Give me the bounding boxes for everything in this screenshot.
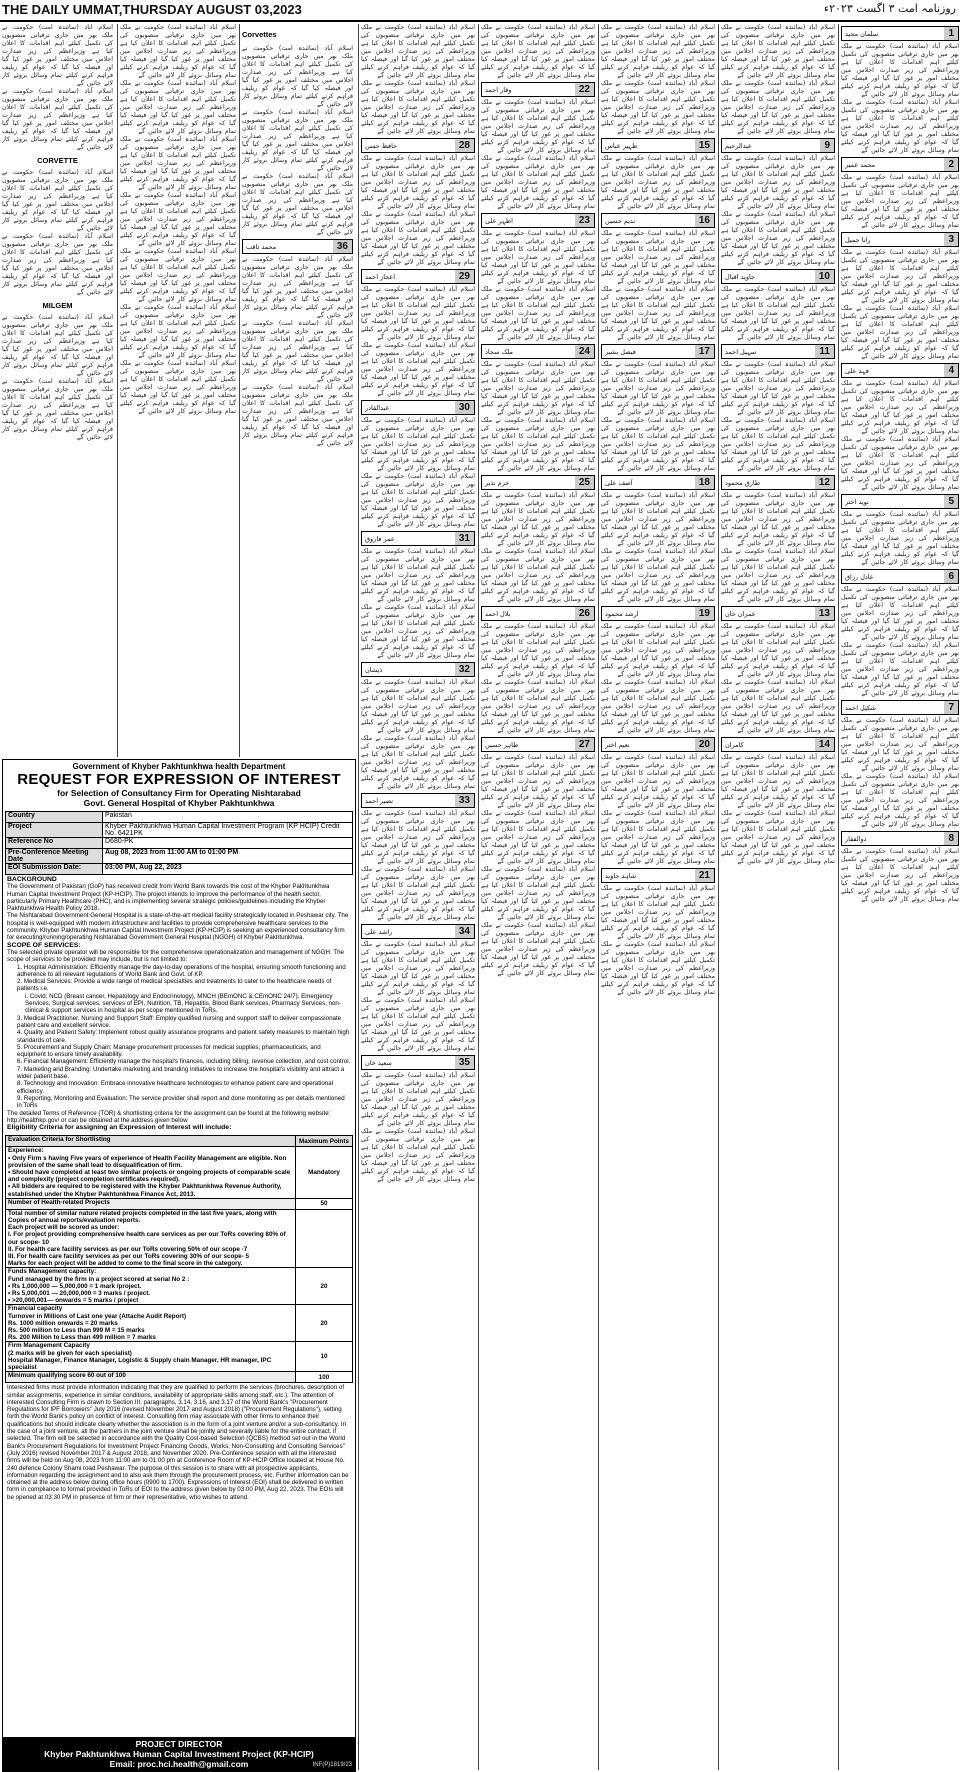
news-text: اسلام آباد (نمائندہ امت) حکومت نے ملک بھر میں جاری ترقیاتی منصوبوں کی تکمیل کیلئے اہم اقدامات کا اعلان کیا ہے وزیراعظم کی زیر صدارت اجلاس میں مختلف امور پر غور کیا گیا اور فیصلہ کیا گیا کہ عوام کو ریلیف فراہم کرنے کیلئے تمام وسائل بروئے کار لائے جائیں گے [361,735,475,790]
news-text: اسلام آباد (نمائندہ امت) حکومت نے ملک بھر میں جاری ترقیاتی منصوبوں کی تکمیل کیلئے اہم اقدامات کا اعلان کیا ہے وزیراعظم کی زیر صدارت اجلاس میں مختلف امور پر غور کیا گیا اور فیصلہ کیا گیا کہ عوام کو ریلیف فراہم کرنے کیلئے تمام وسائل بروئے کار لائے جائیں گے [361,342,475,397]
news-text: اسلام آباد (نمائندہ امت) حکومت نے ملک بھر میں جاری ترقیاتی منصوبوں کی تکمیل کیلئے اہم اقدامات کا اعلان کیا ہے وزیراعظم کی زیر صدارت اجلاس میں مختلف امور پر غور کیا گیا اور فیصلہ کیا گیا کہ عوام کو ریلیف فراہم کرنے کیلئے تمام وسائل بروئے کار لائے جائیں گے [361,604,475,659]
table-row [6,1147,353,1198]
text: 29 [455,270,474,283]
news-column-e [478,24,597,1770]
text: 16 [695,214,714,227]
news-text: اسلام آباد (نمائندہ امت) حکومت نے ملک بھر میں جاری ترقیاتی منصوبوں کی تکمیل کیلئے اہم اقدامات کا اعلان کیا ہے وزیراعظم کی زیر صدارت اجلاس میں مختلف امور پر غور کیا گیا اور فیصلہ کیا گیا کہ عوام کو ریلیف فراہم کرنے کیلئے تمام وسائل بروئے کار لائے جائیں گے [2,314,113,377]
news-text: اسلام آباد (نمائندہ امت) حکومت نے ملک بھر میں جاری ترقیاتی منصوبوں کی تکمیل کیلئے اہم اقدامات کا اعلان کیا ہے وزیراعظم کی زیر صدارت اجلاس میں مختلف امور پر غور کیا گیا اور فیصلہ کیا گیا کہ عوام کو ریلیف فراہم کرنے کیلئے تمام وسائل بروئے کار لائے جائیں گے [481,361,595,416]
news-text: اسلام آباد (نمائندہ امت) حکومت نے ملک بھر میں جاری ترقیاتی منصوبوں کی تکمیل کیلئے اہم اقدامات کا اعلان کیا ہے وزیراعظم کی زیر صدارت اجلاس میں مختلف امور پر غور کیا گیا اور فیصلہ کیا گیا کہ عوام کو ریلیف فراہم کرنے کیلئے تمام وسائل بروئے کار لائے جائیں گے [361,286,475,341]
table-row [6,823,353,838]
text: i. Covid, NCD (Breast cancer, Hepatology and Endocrinology), MNCH (BEmONC & CEmONC 24/7), Emergency Services, Surgical services, services of EPI, Nutrition, TB, Hepatitis, Blood Bank services, Pharmacy Services, non-clinical & support services in hospital as per scope mentioned in ToRs. [25,992,341,1015]
text: 17 [695,345,714,358]
news-text: اسلام آباد (نمائندہ امت) حکومت نے ملک بھر میں جاری ترقیاتی منصوبوں کی تکمیل کیلئے اہم اقدامات کا اعلان کیا ہے وزیراعظم کی زیر صدارت اجلاس میں مختلف امور پر غور کیا گیا اور فیصلہ کیا گیا کہ عوام کو ریلیف فراہم کرنے کیلئے تمام وسائل بروئے کار لائے جائیں گے [361,80,475,135]
news-text: اسلام آباد (نمائندہ امت) حکومت نے ملک بھر میں جاری ترقیاتی منصوبوں کی تکمیل کیلئے اہم اقدامات کا اعلان کیا ہے وزیراعظم کی زیر صدارت اجلاس میں مختلف امور پر غور کیا گیا اور فیصلہ کیا گیا کہ عوام کو ریلیف فراہم کرنے کیلئے تمام وسائل بروئے کار لائے جائیں گے [601,623,715,678]
table-row [6,1305,353,1342]
name-box [841,831,959,846]
news-text: اسلام آباد (نمائندہ امت) حکومت نے ملک بھر میں جاری ترقیاتی منصوبوں کی تکمیل کیلئے اہم اقدامات کا اعلان کیا ہے وزیراعظم کی زیر صدارت اجلاس میں مختلف امور پر غور کیا گیا اور فیصلہ کیا گیا کہ عوام کو ریلیف فراہم کرنے کیلئے تمام وسائل بروئے کار لائے جائیں گے [361,866,475,921]
news-text: اسلام آباد (نمائندہ امت) حکومت نے ملک بھر میں جاری ترقیاتی منصوبوں کی تکمیل کیلئے اہم اقدامات کا اعلان کیا ہے وزیراعظم کی زیر صدارت اجلاس میں مختلف امور پر غور کیا گیا اور فیصلہ کیا گیا کہ عوام کو ریلیف فراہم کرنے کیلئے تمام وسائل بروئے کار لائے جائیں گے [481,922,595,977]
news-text: اسلام آباد (نمائندہ امت) حکومت نے ملک بھر میں جاری ترقیاتی منصوبوں کی تکمیل کیلئے اہم اقدامات کا اعلان کیا ہے وزیراعظم کی زیر صدارت اجلاس میں مختلف امور پر غور کیا گیا اور فیصلہ کیا گیا کہ عوام کو ریلیف فراہم کرنے کیلئے تمام وسائل بروئے کار لائے جائیں گے [120,24,236,79]
news-text: اسلام آباد (نمائندہ امت) حکومت نے ملک بھر میں جاری ترقیاتی منصوبوں کی تکمیل کیلئے اہم اقدامات کا اعلان کیا ہے وزیراعظم کی زیر صدارت اجلاس میں مختلف امور پر غور کیا گیا اور فیصلہ کیا گیا کہ عوام کو ریلیف فراہم کرنے کیلئے تمام وسائل بروئے کار لائے جائیں گے [721,80,835,135]
ad-inf-code: INF(P)1819/23 [312,1762,352,1768]
name-box [361,531,475,546]
news-text: اسلام آباد (نمائندہ امت) حکومت نے ملک بھر میں جاری ترقیاتی منصوبوں کی تکمیل کیلئے اہم اقدامات کا اعلان کیا ہے وزیراعظم کی زیر صدارت اجلاس میں مختلف امور پر غور کیا گیا اور فیصلہ کیا گیا کہ عوام کو ریلیف فراہم کرنے کیلئے تمام وسائل بروئے کار لائے جائیں گے [361,810,475,865]
news-text: اسلام آباد (نمائندہ امت) حکومت نے ملک بھر میں جاری ترقیاتی منصوبوں کی تکمیل کیلئے اہم اقدامات کا اعلان کیا ہے وزیراعظم کی زیر صدارت اجلاس میں مختلف امور پر غور کیا گیا اور فیصلہ کیا گیا کہ عوام کو ریلیف فراہم کرنے کیلئے تمام وسائل بروئے کار لائے جائیں گے [2,378,113,441]
news-text: اسلام آباد (نمائندہ امت) حکومت نے ملک بھر میں جاری ترقیاتی منصوبوں کی تکمیل کیلئے اہم اقدامات کا اعلان کیا ہے وزیراعظم کی زیر صدارت اجلاس میں مختلف امور پر غور کیا گیا اور فیصلہ کیا گیا کہ عوام کو ریلیف فراہم کرنے کیلئے تمام وسائل بروئے کار لائے جائیں گے [601,417,715,472]
text: 8 [944,832,958,845]
keyword-corvettes: Corvettes [242,30,277,39]
text: 22 [575,83,594,96]
text: 6. Financial Management: Efficiently manage the hospital's finances, including billing, revenue collection, and cost control. [17,1058,351,1066]
text: Funds Management capacity: Fund managed by the firm in a project scored at serial No 2 : • Rs 1,000,000 — 5,000,000 = 1 mark /project. • Rs 5,000,001 — 20,000,000 = 3 marks / project. • >20,000,001— onwards = 5 marks / project [6,1268,296,1305]
keyword-corvette: CORVETTE [37,156,78,165]
news-text: اسلام آباد (نمائندہ امت) حکومت نے ملک بھر میں جاری ترقیاتی منصوبوں کی تکمیل کیلئے اہم اقدامات کا اعلان کیا ہے وزیراعظم کی زیر صدارت اجلاس میں مختلف امور پر غور کیا گیا اور فیصلہ کیا گیا کہ عوام کو ریلیف فراہم کرنے کیلئے تمام وسائل بروئے کار لائے جائیں گے [481,548,595,603]
text: 2. Medical Services: Provide a wide range of medical specialties and treatments to cater to the healthcare needs of patients i.e. [17,978,332,993]
text: 7 [944,701,958,714]
news-text: اسلام آباد (نمائندہ امت) حکومت نے ملک بھر میں جاری ترقیاتی منصوبوں کی تکمیل کیلئے اہم اقدامات کا اعلان کیا ہے وزیراعظم کی زیر صدارت اجلاس میں مختلف امور پر غور کیا گیا اور فیصلہ کیا گیا کہ عوام کو ریلیف فراہم کرنے کیلئے تمام وسائل بروئے کار لائے جائیں گے [601,810,715,865]
name-box [601,606,715,621]
text: 15 [695,139,714,152]
name-box [361,269,475,284]
evaluation-criteria-table [5,1135,353,1383]
name-box [481,344,595,359]
text: BACKGROUND [7,876,57,883]
news-text: اسلام آباد (نمائندہ امت) حکومت نے ملک بھر میں جاری ترقیاتی منصوبوں کی تکمیل کیلئے اہم اقدامات کا اعلان کیا ہے وزیراعظم کی زیر صدارت اجلاس میں مختلف امور پر غور کیا گیا اور فیصلہ کیا گیا کہ عوام کو ریلیف فراہم کرنے کیلئے تمام وسائل بروئے کار لائے جائیں گے [481,286,595,341]
text: ظہیر عباس [605,141,638,150]
ad-subtitle-2: Govt. General Hospital of Khyber Pakhtunkhwa [83,798,275,808]
text: Khyber Pakhtunkhwa Human Capital Investment Program (KP HCIP) Credit No. 6421PK [103,823,353,838]
news-text: اسلام آباد (نمائندہ امت) حکومت نے ملک بھر میں جاری ترقیاتی منصوبوں کی تکمیل کیلئے اہم اقدامات کا اعلان کیا ہے وزیراعظم کی زیر صدارت اجلاس میں مختلف امور پر غور کیا گیا اور فیصلہ کیا گیا کہ عوام کو ریلیف فراہم کرنے کیلئے تمام وسائل بروئے کار لائے جائیں گے [120,360,236,415]
news-text: اسلام آباد (نمائندہ امت) حکومت نے ملک بھر میں جاری ترقیاتی منصوبوں کی تکمیل کیلئے اہم اقدامات کا اعلان کیا ہے وزیراعظم کی زیر صدارت اجلاس میں مختلف امور پر غور کیا گیا اور فیصلہ کیا گیا کہ عوام کو ریلیف فراہم کرنے کیلئے تمام وسائل بروئے کار لائے جائیں گے [2,233,113,296]
text: شکیل احمد [845,703,876,712]
text: 34 [455,925,474,938]
news-text: اسلام آباد (نمائندہ امت) حکومت نے ملک بھر میں جاری ترقیاتی منصوبوں کی تکمیل کیلئے اہم اقدامات کا اعلان کیا ہے وزیراعظم کی زیر صدارت اجلاس میں مختلف امور پر غور کیا گیا اور فیصلہ کیا گیا کہ عوام کو ریلیف فراہم کرنے کیلئے تمام وسائل بروئے کار لائے جائیں گے [361,211,475,266]
news-text: اسلام آباد (نمائندہ امت) حکومت نے ملک بھر میں جاری ترقیاتی منصوبوں کی تکمیل کیلئے اہم اقدامات کا اعلان کیا ہے وزیراعظم کی زیر صدارت اجلاس میں مختلف امور پر غور کیا گیا اور فیصلہ کیا گیا کہ عوام کو ریلیف فراہم کرنے کیلئے تمام وسائل بروئے کار لائے جائیں گے [601,230,715,285]
news-text: اسلام آباد (نمائندہ امت) حکومت نے ملک بھر میں جاری ترقیاتی منصوبوں کی تکمیل کیلئے اہم اقدامات کا اعلان کیا ہے وزیراعظم کی زیر صدارت اجلاس میں مختلف امور پر غور کیا گیا اور فیصلہ کیا گیا کہ عوام کو ریلیف فراہم کرنے کیلئے تمام وسائل بروئے کار لائے جائیں گے [721,492,835,547]
text: 25 [575,476,594,489]
name-box [481,737,595,752]
text: 20 [695,738,714,751]
text: 10 [815,270,834,283]
news-text: اسلام آباد (نمائندہ امت) حکومت نے ملک بھر میں جاری ترقیاتی منصوبوں کی تکمیل کیلئے اہم اقدامات کا اعلان کیا ہے وزیراعظم کی زیر صدارت اجلاس میں مختلف امور پر غور کیا گیا اور فیصلہ کیا گیا کہ عوام کو ریلیف فراہم کرنے کیلئے تمام وسائل بروئے کار لائے جائیں گے [601,286,715,341]
news-column-c [239,24,355,757]
news-text: اسلام آباد (نمائندہ امت) حکومت نے ملک بھر میں جاری ترقیاتی منصوبوں کی تکمیل کیلئے اہم اقدامات کا اعلان کیا ہے وزیراعظم کی زیر صدارت اجلاس میں مختلف امور پر غور کیا گیا اور فیصلہ کیا گیا کہ عوام کو ریلیف فراہم کرنے کیلئے تمام وسائل بروئے کار لائے جائیں گے [361,997,475,1052]
name-box [361,793,475,808]
text: 35 [455,1056,474,1069]
text: 24 [575,345,594,358]
news-text: اسلام آباد (نمائندہ امت) حکومت نے ملک بھر میں جاری ترقیاتی منصوبوں کی تکمیل کیلئے اہم اقدامات کا اعلان کیا ہے وزیراعظم کی زیر صدارت اجلاس میں مختلف امور پر غور کیا گیا اور فیصلہ کیا گیا کہ عوام کو ریلیف فراہم کرنے کیلئے تمام وسائل بروئے کار لائے جائیں گے [601,361,715,416]
news-text: اسلام آباد (نمائندہ امت) حکومت نے ملک بھر میں جاری ترقیاتی منصوبوں کی تکمیل کیلئے اہم اقدامات کا اعلان کیا ہے وزیراعظم کی زیر صدارت اجلاس میں مختلف امور پر غور کیا گیا اور فیصلہ کیا گیا کہ عوام کو ریلیف فراہم کرنے کیلئے تمام وسائل بروئے کار لائے جائیں گے [481,679,595,734]
text: محمد ثاقب [246,242,277,251]
text: 21 [695,869,714,882]
news-column-d [358,24,477,1770]
text: 36 [333,240,352,253]
name-box [361,400,475,415]
ad-info-table [5,811,353,875]
text: 12 [815,476,834,489]
news-text: اسلام آباد (نمائندہ امت) حکومت نے ملک بھر میں جاری ترقیاتی منصوبوں کی تکمیل کیلئے اہم اقدامات کا اعلان کیا ہے وزیراعظم کی زیر صدارت اجلاس میں مختلف امور پر غور کیا گیا اور فیصلہ کیا گیا کہ عوام کو ریلیف فراہم کرنے کیلئے تمام وسائل بروئے کار لائے جائیں گے [721,211,835,266]
text: فہد علی [845,366,869,375]
news-text: اسلام آباد (نمائندہ امت) حکومت نے ملک بھر میں جاری ترقیاتی منصوبوں کی تکمیل کیلئے اہم اقدامات کا اعلان کیا ہے وزیراعظم کی زیر صدارت اجلاس میں مختلف امور پر غور کیا گیا اور فیصلہ کیا گیا کہ عوام کو ریلیف فراہم کرنے کیلئے تمام وسائل بروئے کار لائے جائیں گے [601,941,715,996]
text: 30 [455,401,474,414]
news-text: اسلام آباد (نمائندہ امت) حکومت نے ملک بھر میں جاری ترقیاتی منصوبوں کی تکمیل کیلئے اہم اقدامات کا اعلان کیا ہے وزیراعظم کی زیر صدارت اجلاس میں مختلف امور پر غور کیا گیا اور فیصلہ کیا گیا کہ عوام کو ریلیف فراہم کرنے کیلئے تمام وسائل بروئے کار لائے جائیں گے [721,679,835,734]
news-text: اسلام آباد (نمائندہ امت) حکومت نے ملک بھر میں جاری ترقیاتی منصوبوں کی تکمیل کیلئے اہم اقدامات کا اعلان کیا ہے وزیراعظم کی زیر صدارت اجلاس میں مختلف امور پر غور کیا گیا اور فیصلہ کیا گیا کہ عوام کو ریلیف فراہم کرنے کیلئے تمام وسائل بروئے کار لائے جائیں گے [841,380,959,435]
news-text: اسلام آباد (نمائندہ امت) حکومت نے ملک بھر میں جاری ترقیاتی منصوبوں کی تکمیل کیلئے اہم اقدامات کا اعلان کیا ہے وزیراعظم کی زیر صدارت اجلاس میں مختلف امور پر غور کیا گیا اور فیصلہ کیا گیا کہ عوام کو ریلیف فراہم کرنے کیلئے تمام وسائل بروئے کار لائے جائیں گے [841,717,959,772]
table-row [6,812,353,823]
text: اعجاز احمد [365,272,396,281]
name-box [601,475,715,490]
text: Experience: • Only Firm s having Five years of experience of Health Facility Management are eligible. Non provision of the same shall lead to disqualification of firm. • Should have completed at least two similar projects or ongoing projects of comparable scale and complexity (project completion certificates required). • All bidders are required to be registered with the Khyber Pakhtunkhwa Revenue Authority, established under the Khyber Pakhtunkhwa Finance Act, 2013. [6,1147,296,1198]
news-text: اسلام آباد (نمائندہ امت) حکومت نے ملک بھر میں جاری ترقیاتی منصوبوں کی تکمیل کیلئے اہم اقدامات کا اعلان کیا ہے وزیراعظم کی زیر صدارت اجلاس میں مختلف امور پر غور کیا گیا اور فیصلہ کیا گیا کہ عوام کو ریلیف فراہم کرنے کیلئے تمام وسائل بروئے کار لائے جائیں گے [601,885,715,940]
masthead-urdu-date: روزنامہ امت ۳ اگست ۲۰۲۳ء [823,2,956,15]
text: Project [6,823,103,838]
text: طارق محمود [725,478,761,487]
text: 6 [944,570,958,583]
news-text: اسلام آباد (نمائندہ امت) حکومت نے ملک بھر میں جاری ترقیاتی منصوبوں کی تکمیل کیلئے اہم اقدامات کا اعلان کیا ہے وزیراعظم کی زیر صدارت اجلاس میں مختلف امور پر غور کیا گیا اور فیصلہ کیا گیا کہ عوام کو ریلیف فراہم کرنے کیلئے تمام وسائل بروئے کار لائے جائیں گے [2,88,113,151]
table-row [6,849,353,864]
text: 14 [815,738,834,751]
text: Financial capacity Turnover in Millions of Last one year (Attache Audit Report) Rs. 1000 million onwards = 20 marks Rs. 500 million to Less than 999 M = 15 marks Rs. 200 Million to Less than 499 million = 7 marks [6,1305,296,1342]
text: 7. Marketing and Branding: Undertake marketing and branding initiatives to increase the hospital's visibility and attract a wider patient base. [17,1065,345,1081]
news-text: اسلام آباد (نمائندہ امت) حکومت نے ملک بھر میں جاری ترقیاتی منصوبوں کی تکمیل کیلئے اہم اقدامات کا اعلان کیا ہے وزیراعظم کی زیر صدارت اجلاس میں مختلف امور پر غور کیا گیا اور فیصلہ کیا گیا کہ عوام کو ریلیف فراہم کرنے کیلئے تمام وسائل بروئے کار لائے جائیں گے [601,754,715,809]
table-header [6,1136,353,1147]
ad-department: Government of Khyber Pakhtunkhwa health Department [72,762,286,771]
name-box [361,924,475,939]
news-text: اسلام آباد (نمائندہ امت) حکومت نے ملک بھر میں جاری ترقیاتی منصوبوں کی تکمیل کیلئے اہم اقدامات کا اعلان کیا ہے وزیراعظم کی زیر صدارت اجلاس میں مختلف امور پر غور کیا گیا اور فیصلہ کیا گیا کہ عوام کو ریلیف فراہم کرنے کیلئے تمام وسائل بروئے کار لائے جائیں گے [841,305,959,360]
table-row [6,1268,353,1305]
news-text: اسلام آباد (نمائندہ امت) حکومت نے ملک بھر میں جاری ترقیاتی منصوبوں کی تکمیل کیلئے اہم اقدامات کا اعلان کیا ہے وزیراعظم کی زیر صدارت اجلاس میں مختلف امور پر غور کیا گیا اور فیصلہ کیا گیا کہ عوام کو ریلیف فراہم کرنے کیلئے تمام وسائل بروئے کار لائے جائیں گے [721,754,835,809]
news-text: اسلام آباد (نمائندہ امت) حکومت نے ملک بھر میں جاری ترقیاتی منصوبوں کی تکمیل کیلئے اہم اقدامات کا اعلان کیا ہے وزیراعظم کی زیر صدارت اجلاس میں مختلف امور پر غور کیا گیا اور فیصلہ کیا گیا کہ عوام کو ریلیف فراہم کرنے کیلئے تمام وسائل بروئے کار لائے جائیں گے [120,248,236,303]
text: محمد عمیر [845,160,876,169]
name-box [601,737,715,752]
text: 10 [296,1342,353,1372]
name-box [721,138,835,153]
name-box [601,138,715,153]
text: 3 [944,233,958,246]
name-box [841,700,959,715]
text: The Government of Pakistan (GoP) has received credit from World Bank towards the cost of the Khyber Pakhtunkhwa Human Capital Investment Project (KP-HCIP). The project intends to improve the performance of the health sector, particularly Primary Healthcare (PHC), and is implementing several strategic policies/guidelines including the Khyber Pakhtunkhwa Health Policy 2018. [7,883,330,913]
text: عبدالرحیم [725,141,752,150]
text: بلال احمد [485,609,511,618]
news-text: اسلام آباد (نمائندہ امت) حکومت نے ملک بھر میں جاری ترقیاتی منصوبوں کی تکمیل کیلئے اہم اقدامات کا اعلان کیا ہے وزیراعظم کی زیر صدارت اجلاس میں مختلف امور پر غور کیا گیا اور فیصلہ کیا گیا کہ عوام کو ریلیف فراہم کرنے کیلئے تمام وسائل بروئے کار لائے جائیں گے [841,642,959,697]
text: 1. Hospital Administration: Efficiently manage the day-to-day operations of the hospital, ensuring smooth functioning and adherence to all relevant regulations of World Bank and Govt. of KP. [17,963,346,978]
text: 18 [695,476,714,489]
text: 9. Reporting, Monitoring and Evaluation: The service provider shall report and done monitoring as per details mentioned in ToRs [17,1094,345,1110]
text: 4 [944,364,958,377]
ad-subtitle-1: for Selection of Consultancy Firm for Operating Nishtarabad [57,788,301,798]
text: نصیر احمد [365,796,394,805]
news-text: اسلام آباد (نمائندہ امت) حکومت نے ملک بھر میں جاری ترقیاتی منصوبوں کی تکمیل کیلئے اہم اقدامات کا اعلان کیا ہے وزیراعظم کی زیر صدارت اجلاس میں مختلف امور پر غور کیا گیا اور فیصلہ کیا گیا کہ عوام کو ریلیف فراہم کرنے کیلئے تمام وسائل بروئے کار لائے جائیں گے [721,417,835,472]
ad-footer [3,1737,355,1771]
text: 03:00 PM, Aug 22, 2023 [103,864,353,875]
news-text: اسلام آباد (نمائندہ امت) حکومت نے ملک بھر میں جاری ترقیاتی منصوبوں کی تکمیل کیلئے اہم اقدامات کا اعلان کیا ہے وزیراعظم کی زیر صدارت اجلاس میں مختلف امور پر غور کیا گیا اور فیصلہ کیا گیا کہ عوام کو ریلیف فراہم کرنے کیلئے تمام وسائل بروئے کار لائے جائیں گے [120,304,236,359]
news-text: اسلام آباد (نمائندہ امت) حکومت نے ملک بھر میں جاری ترقیاتی منصوبوں کی تکمیل کیلئے اہم اقدامات کا اعلان کیا ہے وزیراعظم کی زیر صدارت اجلاس میں مختلف امور پر غور کیا گیا اور فیصلہ کیا گیا کہ عوام کو ریلیف فراہم کرنے کیلئے تمام وسائل بروئے کار لائے جائیں گے [361,548,475,603]
text: ذوالفقار [845,834,867,843]
news-column-a [0,24,115,757]
text: EOI Submission Date: [6,864,103,875]
text: 5. Procurement and Supply Chain: Manage procurement processes for medical supplies, pharmaceuticals, and equipment to ensure timely availability. [17,1043,321,1059]
news-text: اسلام آباد (نمائندہ امت) حکومت نے ملک بھر میں جاری ترقیاتی منصوبوں کی تکمیل کیلئے اہم اقدامات کا اعلان کیا ہے وزیراعظم کی زیر صدارت اجلاس میں مختلف امور پر غور کیا گیا اور فیصلہ کیا گیا کہ عوام کو ریلیف فراہم کرنے کیلئے تمام وسائل بروئے کار لائے جائیں گے [841,848,959,903]
news-text: اسلام آباد (نمائندہ امت) حکومت نے ملک بھر میں جاری ترقیاتی منصوبوں کی تکمیل کیلئے اہم اقدامات کا اعلان کیا ہے وزیراعظم کی زیر صدارت اجلاس میں مختلف امور پر غور کیا گیا اور فیصلہ کیا گیا کہ عوام کو ریلیف فراہم کرنے کیلئے تمام وسائل بروئے کار لائے جائیں گے [120,80,236,135]
text: وقار احمد [485,85,512,94]
text: ملک سجاد [485,347,514,356]
text: 9 [820,139,834,152]
news-text: اسلام آباد (نمائندہ امت) حکومت نے ملک بھر میں جاری ترقیاتی منصوبوں کی تکمیل کیلئے اہم اقدامات کا اعلان کیا ہے وزیراعظم کی زیر صدارت اجلاس میں مختلف امور پر غور کیا گیا اور فیصلہ کیا گیا کہ عوام کو ریلیف فراہم کرنے کیلئے تمام وسائل بروئے کار لائے جائیں گے [2,24,113,87]
text: 23 [575,214,594,227]
text: نعیم اختر [605,740,630,749]
text: 4. Quality and Patient Safety: Implement robust quality assurance programs and patient safety measures to maintain high standards of care. [17,1029,350,1044]
news-text: اسلام آباد (نمائندہ امت) حکومت نے ملک بھر میں جاری ترقیاتی منصوبوں کی تکمیل کیلئے اہم اقدامات کا اعلان کیا ہے وزیراعظم کی زیر صدارت اجلاس میں مختلف امور پر غور کیا گیا اور فیصلہ کیا گیا کہ عوام کو ریلیف فراہم کرنے کیلئے تمام وسائل بروئے کار لائے جائیں گے [841,586,959,641]
name-box [481,82,595,97]
name-box [481,606,595,621]
ad-footer-email[interactable]: Email: proc.hci.health@gmail.com [109,1759,249,1769]
news-text: اسلام آباد (نمائندہ امت) حکومت نے ملک بھر میں جاری ترقیاتی منصوبوں کی تکمیل کیلئے اہم اقدامات کا اعلان کیا ہے وزیراعظم کی زیر صدارت اجلاس میں مختلف امور پر غور کیا گیا اور فیصلہ کیا گیا کہ عوام کو ریلیف فراہم کرنے کیلئے تمام وسائل بروئے کار لائے جائیں گے [2,169,113,232]
ad-title: REQUEST FOR EXPRESSION OF INTEREST [17,771,341,788]
news-column-h [838,24,960,1770]
news-text: اسلام آباد (نمائندہ امت) حکومت نے ملک بھر میں جاری ترقیاتی منصوبوں کی تکمیل کیلئے اہم اقدامات کا اعلان کیا ہے وزیراعظم کی زیر صدارت اجلاس میں مختلف امور پر غور کیا گیا اور فیصلہ کیا گیا کہ عوام کو ریلیف فراہم کرنے کیلئے تمام وسائل بروئے کار لائے جائیں گے [601,679,715,734]
text: Maximum Points [296,1136,353,1147]
text: The detailed Terms of Reference (TOR) & shortlisting criteria for the assignment can be found at the following website: http://healthkp.gov/ or can be obtained at the address given below [7,1109,331,1124]
text: 32 [455,663,474,676]
news-text: اسلام آباد (نمائندہ امت) حکومت نے ملک بھر میں جاری ترقیاتی منصوبوں کی تکمیل کیلئے اہم اقدامات کا اعلان کیا ہے وزیراعظم کی زیر صدارت اجلاس میں مختلف امور پر غور کیا گیا اور فیصلہ کیا گیا کہ عوام کو ریلیف فراہم کرنے کیلئے تمام وسائل بروئے کار لائے جائیں گے [601,80,715,135]
news-text: اسلام آباد (نمائندہ امت) حکومت نے ملک بھر میں جاری ترقیاتی منصوبوں کی تکمیل کیلئے اہم اقدامات کا اعلان کیا ہے وزیراعظم کی زیر صدارت اجلاس میں مختلف امور پر غور کیا گیا اور فیصلہ کیا گیا کہ عوام کو ریلیف فراہم کرنے کیلئے تمام وسائل بروئے کار لائے جائیں گے [481,230,595,285]
news-text: اسلام آباد (نمائندہ امت) حکومت نے ملک بھر میں جاری ترقیاتی منصوبوں کی تکمیل کیلئے اہم اقدامات کا اعلان کیا ہے وزیراعظم کی زیر صدارت اجلاس میں مختلف امور پر غور کیا گیا اور فیصلہ کیا گیا کہ عوام کو ریلیف فراہم کرنے کیلئے تمام وسائل بروئے کار لائے جائیں گے [601,548,715,603]
name-box [361,138,475,153]
news-text: اسلام آباد (نمائندہ امت) حکومت نے ملک بھر میں جاری ترقیاتی منصوبوں کی تکمیل کیلئے اہم اقدامات کا اعلان کیا ہے وزیراعظم کی زیر صدارت اجلاس میں مختلف امور پر غور کیا گیا اور فیصلہ کیا گیا کہ عوام کو ریلیف فراہم کرنے کیلئے تمام وسائل بروئے کار لائے جائیں گے [721,361,835,416]
text: Reference No [6,838,103,849]
text: Country [6,812,103,823]
news-text: اسلام آباد (نمائندہ امت) حکومت نے ملک بھر میں جاری ترقیاتی منصوبوں کی تکمیل کیلئے اہم اقدامات کا اعلان کیا ہے وزیراعظم کی زیر صدارت اجلاس میں مختلف امور پر غور کیا گیا اور فیصلہ کیا گیا کہ عوام کو ریلیف فراہم کرنے کیلئے تمام وسائل بروئے کار لائے جائیں گے [841,249,959,304]
news-text: اسلام آباد (نمائندہ امت) حکومت نے ملک بھر میں جاری ترقیاتی منصوبوں کی تکمیل کیلئے اہم اقدامات کا اعلان کیا ہے وزیراعظم کی زیر صدارت اجلاس میں مختلف امور پر غور کیا گیا اور فیصلہ کیا گیا کہ عوام کو ریلیف فراہم کرنے کیلئے تمام وسائل بروئے کار لائے جائیں گے [120,136,236,191]
text: شاہد جاوید [605,871,637,880]
text: خرم نذیر [485,478,510,487]
news-text: اسلام آباد (نمائندہ امت) حکومت نے ملک بھر میں جاری ترقیاتی منصوبوں کی تکمیل کیلئے اہم اقدامات کا اعلان کیا ہے وزیراعظم کی زیر صدارت اجلاس میں مختلف امور پر غور کیا گیا اور فیصلہ کیا گیا کہ عوام کو ریلیف فراہم کرنے کیلئے تمام وسائل بروئے کار لائے جائیں گے [601,492,715,547]
name-box [601,213,715,228]
text: Minimum qualifying score 60 out of 100 [6,1372,296,1383]
news-text: اسلام آباد (نمائندہ امت) حکومت نے ملک بھر میں جاری ترقیاتی منصوبوں کی تکمیل کیلئے اہم اقدامات کا اعلان کیا ہے وزیراعظم کی زیر صدارت اجلاس میں مختلف امور پر غور کیا گیا اور فیصلہ کیا گیا کہ عوام کو ریلیف فراہم کرنے کیلئے تمام وسائل بروئے کار لائے جائیں گے [361,473,475,528]
text: 31 [455,532,474,545]
table-row [6,1198,353,1209]
news-text: اسلام آباد (نمائندہ امت) حکومت نے ملک بھر میں جاری ترقیاتی منصوبوں کی تکمیل کیلئے اہم اقدامات کا اعلان کیا ہے وزیراعظم کی زیر صدارت اجلاس میں مختلف امور پر غور کیا گیا اور فیصلہ کیا گیا کہ عوام کو ریلیف فراہم کرنے کیلئے تمام وسائل بروئے کار لائے جائیں گے [841,43,959,98]
text: 5 [944,495,958,508]
name-box [721,606,835,621]
news-text: اسلام آباد (نمائندہ امت) حکومت نے ملک بھر میں جاری ترقیاتی منصوبوں کی تکمیل کیلئے اہم اقدامات کا اعلان کیا ہے وزیراعظم کی زیر صدارت اجلاس میں مختلف امور پر غور کیا گیا اور فیصلہ کیا گیا کہ عوام کو ریلیف فراہم کرنے کیلئے تمام وسائل بروئے کار لائے جائیں گے [242,45,353,108]
news-text: اسلام آباد (نمائندہ امت) حکومت نے ملک بھر میں جاری ترقیاتی منصوبوں کی تکمیل کیلئے اہم اقدامات کا اعلان کیا ہے وزیراعظم کی زیر صدارت اجلاس میں مختلف امور پر غور کیا گیا اور فیصلہ کیا گیا کہ عوام کو ریلیف فراہم کرنے کیلئے تمام وسائل بروئے کار لائے جائیں گے [361,24,475,79]
name-box [841,232,959,247]
text: 28 [455,139,474,152]
text: جاوید اقبال [725,272,756,281]
news-text: اسلام آباد (نمائندہ امت) حکومت نے ملک بھر میں جاری ترقیاتی منصوبوں کی تکمیل کیلئے اہم اقدامات کا اعلان کیا ہے وزیراعظم کی زیر صدارت اجلاس میں مختلف امور پر غور کیا گیا اور فیصلہ کیا گیا کہ عوام کو ریلیف فراہم کرنے کیلئے تمام وسائل بروئے کار لائے جائیں گے [361,679,475,734]
text: Mandatory [296,1147,353,1198]
text: اظہر علی [485,216,513,225]
news-text: اسلام آباد (نمائندہ امت) حکومت نے ملک بھر میں جاری ترقیاتی منصوبوں کی تکمیل کیلئے اہم اقدامات کا اعلان کیا ہے وزیراعظم کی زیر صدارت اجلاس میں مختلف امور پر غور کیا گیا اور فیصلہ کیا گیا کہ عوام کو ریلیف فراہم کرنے کیلئے تمام وسائل بروئے کار لائے جائیں گے [361,941,475,996]
name-box [361,1055,475,1070]
text: آصف علی [605,478,633,487]
news-text: اسلام آباد (نمائندہ امت) حکومت نے ملک بھر میں جاری ترقیاتی منصوبوں کی تکمیل کیلئے اہم اقدامات کا اعلان کیا ہے وزیراعظم کی زیر صدارت اجلاس میں مختلف امور پر غور کیا گیا اور فیصلہ کیا گیا کہ عوام کو ریلیف فراہم کرنے کیلئے تمام وسائل بروئے کار لائے جائیں گے [361,417,475,472]
news-text: اسلام آباد (نمائندہ امت) حکومت نے ملک بھر میں جاری ترقیاتی منصوبوں کی تکمیل کیلئے اہم اقدامات کا اعلان کیا ہے وزیراعظم کی زیر صدارت اجلاس میں مختلف امور پر غور کیا گیا اور فیصلہ کیا گیا کہ عوام کو ریلیف فراہم کرنے کیلئے تمام وسائل بروئے کار لائے جائیں گے [721,548,835,603]
name-box [721,269,835,284]
table-row [6,864,353,875]
name-box [841,26,959,41]
news-text: اسلام آباد (نمائندہ امت) حکومت نے ملک بھر میں جاری ترقیاتی منصوبوں کی تکمیل کیلئے اہم اقدامات کا اعلان کیا ہے وزیراعظم کی زیر صدارت اجلاس میں مختلف امور پر غور کیا گیا اور فیصلہ کیا گیا کہ عوام کو ریلیف فراہم کرنے کیلئے تمام وسائل بروئے کار لائے جائیں گے [481,754,595,809]
text: Eligibility Criteria for assigning an Expression of Interest will include: [7,1124,232,1132]
text: فیصل بشیر [605,347,636,356]
news-text: اسلام آباد (نمائندہ امت) حکومت نے ملک بھر میں جاری ترقیاتی منصوبوں کی تکمیل کیلئے اہم اقدامات کا اعلان کیا ہے وزیراعظم کی زیر صدارت اجلاس میں مختلف امور پر غور کیا گیا اور فیصلہ کیا گیا کہ عوام کو ریلیف فراہم کرنے کیلئے تمام وسائل بروئے کار لائے جائیں گے [361,1072,475,1127]
news-text: اسلام آباد (نمائندہ امت) حکومت نے ملک بھر میں جاری ترقیاتی منصوبوں کی تکمیل کیلئے اہم اقدامات کا اعلان کیا ہے وزیراعظم کی زیر صدارت اجلاس میں مختلف امور پر غور کیا گیا اور فیصلہ کیا گیا کہ عوام کو ریلیف فراہم کرنے کیلئے تمام وسائل بروئے کار لائے جائیں گے [481,492,595,547]
text: The selected private operator will be responsible for the comprehensive operationalization and management of NGGH. The scope of services to be provided may include, but is not limited to: [7,948,344,964]
text: عبدالقادر [365,403,390,412]
text: 33 [455,794,474,807]
news-text: اسلام آباد (نمائندہ امت) حکومت نے ملک بھر میں جاری ترقیاتی منصوبوں کی تکمیل کیلئے اہم اقدامات کا اعلان کیا ہے وزیراعظم کی زیر صدارت اجلاس میں مختلف امور پر غور کیا گیا اور فیصلہ کیا گیا کہ عوام کو ریلیف فراہم کرنے کیلئے تمام وسائل بروئے کار لائے جائیں گے [361,155,475,210]
news-text: اسلام آباد (نمائندہ امت) حکومت نے ملک بھر میں جاری ترقیاتی منصوبوں کی تکمیل کیلئے اہم اقدامات کا اعلان کیا ہے وزیراعظم کی زیر صدارت اجلاس میں مختلف امور پر غور کیا گیا اور فیصلہ کیا گیا کہ عوام کو ریلیف فراہم کرنے کیلئے تمام وسائل بروئے کار لائے جائیں گے [841,99,959,154]
text: ذیشان [365,665,383,674]
text: عمر فاروق [365,534,395,543]
text: 50 [296,1198,353,1209]
news-text: اسلام آباد (نمائندہ امت) حکومت نے ملک بھر میں جاری ترقیاتی منصوبوں کی تکمیل کیلئے اہم اقدامات کا اعلان کیا ہے وزیراعظم کی زیر صدارت اجلاس میں مختلف امور پر غور کیا گیا اور فیصلہ کیا گیا کہ عوام کو ریلیف فراہم کرنے کیلئے تمام وسائل بروئے کار لائے جائیں گے [721,623,835,678]
news-text: اسلام آباد (نمائندہ امت) حکومت نے ملک بھر میں جاری ترقیاتی منصوبوں کی تکمیل کیلئے اہم اقدامات کا اعلان کیا ہے وزیراعظم کی زیر صدارت اجلاس میں مختلف امور پر غور کیا گیا اور فیصلہ کیا گیا کہ عوام کو ریلیف فراہم کرنے کیلئے تمام وسائل بروئے کار لائے جائیں گے [481,24,595,79]
news-text: اسلام آباد (نمائندہ امت) حکومت نے ملک بھر میں جاری ترقیاتی منصوبوں کی تکمیل کیلئے اہم اقدامات کا اعلان کیا ہے وزیراعظم کی زیر صدارت اجلاس میں مختلف امور پر غور کیا گیا اور فیصلہ کیا گیا کہ عوام کو ریلیف فراہم کرنے کیلئے تمام وسائل بروئے کار لائے جائیں گے [601,24,715,79]
text: 19 [695,607,714,620]
text: ارشد محمود [605,609,639,618]
news-text: اسلام آباد (نمائندہ امت) حکومت نے ملک بھر میں جاری ترقیاتی منصوبوں کی تکمیل کیلئے اہم اقدامات کا اعلان کیا ہے وزیراعظم کی زیر صدارت اجلاس میں مختلف امور پر غور کیا گیا اور فیصلہ کیا گیا کہ عوام کو ریلیف فراہم کرنے کیلئے تمام وسائل بروئے کار لائے جائیں گے [361,1128,475,1183]
news-text: اسلام آباد (نمائندہ امت) حکومت نے ملک بھر میں جاری ترقیاتی منصوبوں کی تکمیل کیلئے اہم اقدامات کا اعلان کیا ہے وزیراعظم کی زیر صدارت اجلاس میں مختلف امور پر غور کیا گیا اور فیصلہ کیا گیا کہ عوام کو ریلیف فراہم کرنے کیلئے تمام وسائل بروئے کار لائے جائیں گے [481,155,595,210]
text: 27 [575,738,594,751]
text: 11 [815,345,834,358]
text: Pre-Conference Meeting Date [6,849,103,864]
news-text: اسلام آباد (نمائندہ امت) حکومت نے ملک بھر میں جاری ترقیاتی منصوبوں کی تکمیل کیلئے اہم اقدامات کا اعلان کیا ہے وزیراعظم کی زیر صدارت اجلاس میں مختلف امور پر غور کیا گیا اور فیصلہ کیا گیا کہ عوام کو ریلیف فراہم کرنے کیلئے تمام وسائل بروئے کار لائے جائیں گے [841,511,959,566]
table-row [6,1372,353,1383]
news-text: اسلام آباد (نمائندہ امت) حکومت نے ملک بھر میں جاری ترقیاتی منصوبوں کی تکمیل کیلئے اہم اقدامات کا اعلان کیا ہے وزیراعظم کی زیر صدارت اجلاس میں مختلف امور پر غور کیا گیا اور فیصلہ کیا گیا کہ عوام کو ریلیف فراہم کرنے کیلئے تمام وسائل بروئے کار لائے جائیں گے [721,810,835,865]
news-text: اسلام آباد (نمائندہ امت) حکومت نے ملک بھر میں جاری ترقیاتی منصوبوں کی تکمیل کیلئے اہم اقدامات کا اعلان کیا ہے وزیراعظم کی زیر صدارت اجلاس میں مختلف امور پر غور کیا گیا اور فیصلہ کیا گیا کہ عوام کو ریلیف فراہم کرنے کیلئے تمام وسائل بروئے کار لائے جائیں گے [601,155,715,210]
text: سعید خان [365,1058,392,1067]
masthead-title: THE DAILY UMMAT,THURSDAY AUGUST 03,2023 [2,2,302,17]
name-box [841,494,959,509]
text: 1 [944,27,958,40]
ad-tail-text: Interested firms must provide information indicating that they are qualified to perform the services (brochures, description of similar assignments, experience in similar conditions, availability of appropriate skills among staff, etc.). The attention of interested Consulting Firm is drawn to Section III, paragraphs, 3.14, 3.16, and 3.17 of the World Bank's "Procurement Regulations for IPF Borrowers" July 2016 (revised November 2017 and August 2018) ("Procurement Regulations"), setting forth the World Bank's policy on conflict of interest. Consulting firm may associate with other firms to enhance their qualifications but should indicate clearly whether the association is in the form of a joint venture and/or a sub-consultancy. In the case of a joint venture, all the partners in the joint venture shall be jointly and severally liable for the entire contract, if selected. The firm will be selected in accordance with the Quality Cost-based Selection (QCBS) method set out in the World Bank's Procurement Regulations for Investment Project Financing Goods, Works, Non-Consulting and Consulting Services" (July 2016) revised November 2017 & August 2018, and November 2020. Pre-Conference session with all the interested firms will be held on Aug 08, 2023 from 11:00 am to 01:00 pm at Conference Room of KP-HCIP Office located at House No. 240 defence Colony Shami road Peshawar. The purpose of this session is to share with all prospective applicants, information regarding the assignment and to also ask them through the procurement process, etc. Further information can be obtained at the address below during office hours (0900 to 1700). Expressions of Interest (EOI) shall be delivered in written form in compliance to format provided in ToRs of EOI to the address given below by 03:00 PM, Aug 22, 2023. The EOIs will be opened at 03:30 PM in presence of firm or their representative, who wishes to attend. [7,1384,349,1501]
name-box [841,157,959,172]
text: Evaluation Criteria for Shortlisting [6,1136,296,1147]
text: Firm Management Capacity (2 marks will be given for each specialist) Hospital Manager, Finance Manager, Logistic & Supply chain Manager, HR manager, IPC specialist [6,1342,296,1372]
name-box [242,239,353,254]
news-text: اسلام آباد (نمائندہ امت) حکومت نے ملک بھر میں جاری ترقیاتی منصوبوں کی تکمیل کیلئے اہم اقدامات کا اعلان کیا ہے وزیراعظم کی زیر صدارت اجلاس میں مختلف امور پر غور کیا گیا اور فیصلہ کیا گیا کہ عوام کو ریلیف فراہم کرنے کیلئے تمام وسائل بروئے کار لائے جائیں گے [841,773,959,828]
text: 100 [296,1372,353,1383]
ad-footer-title: PROJECT DIRECTOR [135,1739,223,1749]
name-box [721,344,835,359]
news-column-g [718,24,837,1770]
text: کامران [725,740,744,749]
text: عادل رزاق [845,572,874,581]
name-box [721,475,835,490]
text: نوید اختر [845,497,869,506]
news-text: اسلام آباد (نمائندہ امت) حکومت نے ملک بھر میں جاری ترقیاتی منصوبوں کی تکمیل کیلئے اہم اقدامات کا اعلان کیا ہے وزیراعظم کی زیر صدارت اجلاس میں مختلف امور پر غور کیا گیا اور فیصلہ کیا گیا کہ عوام کو ریلیف فراہم کرنے کیلئے تمام وسائل بروئے کار لائے جائیں گے [481,99,595,154]
news-text: اسلام آباد (نمائندہ امت) حکومت نے ملک بھر میں جاری ترقیاتی منصوبوں کی تکمیل کیلئے اہم اقدامات کا اعلان کیا ہے وزیراعظم کی زیر صدارت اجلاس میں مختلف امور پر غور کیا گیا اور فیصلہ کیا گیا کہ عوام کو ریلیف فراہم کرنے کیلئے تمام وسائل بروئے کار لائے جائیں گے [721,155,835,210]
news-column-b [117,24,238,757]
news-text: اسلام آباد (نمائندہ امت) حکومت نے ملک بھر میں جاری ترقیاتی منصوبوں کی تکمیل کیلئے اہم اقدامات کا اعلان کیا ہے وزیراعظم کی زیر صدارت اجلاس میں مختلف امور پر غور کیا گیا اور فیصلہ کیا گیا کہ عوام کو ریلیف فراہم کرنے کیلئے تمام وسائل بروئے کار لائے جائیں گے [841,174,959,229]
news-text: اسلام آباد (نمائندہ امت) حکومت نے ملک بھر میں جاری ترقیاتی منصوبوں کی تکمیل کیلئے اہم اقدامات کا اعلان کیا ہے وزیراعظم کی زیر صدارت اجلاس میں مختلف امور پر غور کیا گیا اور فیصلہ کیا گیا کہ عوام کو ریلیف فراہم کرنے کیلئے تمام وسائل بروئے کار لائے جائیں گے [481,417,595,472]
news-text: اسلام آباد (نمائندہ امت) حکومت نے ملک بھر میں جاری ترقیاتی منصوبوں کی تکمیل کیلئے اہم اقدامات کا اعلان کیا ہے وزیراعظم کی زیر صدارت اجلاس میں مختلف امور پر غور کیا گیا اور فیصلہ کیا گیا کہ عوام کو ریلیف فراہم کرنے کیلئے تمام وسائل بروئے کار لائے جائیں گے [242,109,353,172]
name-box [481,475,595,490]
name-box [841,569,959,584]
name-box [601,344,715,359]
name-box [361,662,475,677]
news-text: اسلام آباد (نمائندہ امت) حکومت نے ملک بھر میں جاری ترقیاتی منصوبوں کی تکمیل کیلئے اہم اقدامات کا اعلان کیا ہے وزیراعظم کی زیر صدارت اجلاس میں مختلف امور پر غور کیا گیا اور فیصلہ کیا گیا کہ عوام کو ریلیف فراہم کرنے کیلئے تمام وسائل بروئے کار لائے جائیں گے [242,256,353,319]
text: Total number of similar nature related projects completed in the last five years, along with Copies of annual reports/evaluation reports. Each project will be scored as under: I. For project providing comprehensive health care services as per our ToRs covering 80% of our scope- 10 II. For health care facility services as per our ToRs covering 50% of our scope -7 III. For health care facility services as per our ToRs covering 30% of our scope- 5 Marks for each project will be added to come to the final score in the category. [6,1209,296,1268]
text: Pakistan [103,812,353,823]
table-row [6,1209,353,1268]
text: 20 [296,1268,353,1305]
text [296,1209,353,1268]
text: سلمان مجید [845,29,879,38]
text: ندیم حسین [605,216,636,225]
text: 13 [815,607,834,620]
text: حافظ حسن [365,141,398,150]
name-box [481,213,595,228]
keyword-milgem: MILGEM [42,301,73,310]
text: 2 [944,158,958,171]
news-text: اسلام آباد (نمائندہ امت) حکومت نے ملک بھر میں جاری ترقیاتی منصوبوں کی تکمیل کیلئے اہم اقدامات کا اعلان کیا ہے وزیراعظم کی زیر صدارت اجلاس میں مختلف امور پر غور کیا گیا اور فیصلہ کیا گیا کہ عوام کو ریلیف فراہم کرنے کیلئے تمام وسائل بروئے کار لائے جائیں گے [721,286,835,341]
news-text: اسلام آباد (نمائندہ امت) حکومت نے ملک بھر میں جاری ترقیاتی منصوبوں کی تکمیل کیلئے اہم اقدامات کا اعلان کیا ہے وزیراعظم کی زیر صدارت اجلاس میں مختلف امور پر غور کیا گیا اور فیصلہ کیا گیا کہ عوام کو ریلیف فراہم کرنے کیلئے تمام وسائل بروئے کار لائے جائیں گے [721,24,835,79]
news-text: اسلام آباد (نمائندہ امت) حکومت نے ملک بھر میں جاری ترقیاتی منصوبوں کی تکمیل کیلئے اہم اقدامات کا اعلان کیا ہے وزیراعظم کی زیر صدارت اجلاس میں مختلف امور پر غور کیا گیا اور فیصلہ کیا گیا کہ عوام کو ریلیف فراہم کرنے کیلئے تمام وسائل بروئے کار لائے جائیں گے [120,192,236,247]
text: 26 [575,607,594,620]
table-row [6,1342,353,1372]
news-text: اسلام آباد (نمائندہ امت) حکومت نے ملک بھر میں جاری ترقیاتی منصوبوں کی تکمیل کیلئے اہم اقدامات کا اعلان کیا ہے وزیراعظم کی زیر صدارت اجلاس میں مختلف امور پر غور کیا گیا اور فیصلہ کیا گیا کہ عوام کو ریلیف فراہم کرنے کیلئے تمام وسائل بروئے کار لائے جائیں گے [242,320,353,383]
text: The Nishtarabad Government General Hospital is a state-of-the-art medical facility strategically located in Peshawar city. The hospital is well-equipped with modern infrastructure and facilities to provide comprehensive healthcare services to the community. Khyber Pakhtunkhwa Human Capital Investment Project (KP-HCIP) is seeking an experienced consultancy firm for executing/running/operating Nishtarabad Government General Hospital (NGGH) of Khyber Pakhtunkhwa. [7,912,349,942]
ad-footer-project: Khyber Pakhtunkhwa Human Capital Investment Project (KP-HCIP) [44,1749,314,1759]
text: رانا جمیل [845,235,871,244]
text: 8. Technology and Innovation: Embrace innovative healthcare technologies to enhance patient care and operational efficiency. [17,1080,334,1095]
news-text: اسلام آباد (نمائندہ امت) حکومت نے ملک بھر میں جاری ترقیاتی منصوبوں کی تکمیل کیلئے اہم اقدامات کا اعلان کیا ہے وزیراعظم کی زیر صدارت اجلاس میں مختلف امور پر غور کیا گیا اور فیصلہ کیا گیا کہ عوام کو ریلیف فراہم کرنے کیلئے تمام وسائل بروئے کار لائے جائیں گے [242,384,353,447]
table-row [6,838,353,849]
text: D680-PK [103,838,353,849]
name-box [601,868,715,883]
text: Aug 08, 2023 from 11:00 AM to 01:00 PM [103,849,353,864]
name-box [841,363,959,378]
news-text: اسلام آباد (نمائندہ امت) حکومت نے ملک بھر میں جاری ترقیاتی منصوبوں کی تکمیل کیلئے اہم اقدامات کا اعلان کیا ہے وزیراعظم کی زیر صدارت اجلاس میں مختلف امور پر غور کیا گیا اور فیصلہ کیا گیا کہ عوام کو ریلیف فراہم کرنے کیلئے تمام وسائل بروئے کار لائے جائیں گے [841,436,959,491]
ad-body [3,875,355,1132]
text: طاہر حسین [485,740,519,749]
text: 20 [296,1305,353,1342]
masthead [0,0,960,22]
news-text: اسلام آباد (نمائندہ امت) حکومت نے ملک بھر میں جاری ترقیاتی منصوبوں کی تکمیل کیلئے اہم اقدامات کا اعلان کیا ہے وزیراعظم کی زیر صدارت اجلاس میں مختلف امور پر غور کیا گیا اور فیصلہ کیا گیا کہ عوام کو ریلیف فراہم کرنے کیلئے تمام وسائل بروئے کار لائے جائیں گے [481,866,595,921]
text: Number of Health-related Projects [6,1198,296,1209]
text: 3. Medical Practitioner, Nursing and Support Staff: Employ qualified nursing and support staff to deliver compassionate patient care and excellent service. [17,1014,342,1029]
news-text: اسلام آباد (نمائندہ امت) حکومت نے ملک بھر میں جاری ترقیاتی منصوبوں کی تکمیل کیلئے اہم اقدامات کا اعلان کیا ہے وزیراعظم کی زیر صدارت اجلاس میں مختلف امور پر غور کیا گیا اور فیصلہ کیا گیا کہ عوام کو ریلیف فراہم کرنے کیلئے تمام وسائل بروئے کار لائے جائیں گے [242,173,353,236]
text: راشد علی [365,927,393,936]
text: عمران خان [725,609,756,618]
text: SCOPE OF SERVICES: [7,941,81,949]
text: سہیل احمد [725,347,757,356]
news-column-f [598,24,717,1770]
eoi-advertisement [2,759,356,1772]
name-box [721,737,835,752]
news-text: اسلام آباد (نمائندہ امت) حکومت نے ملک بھر میں جاری ترقیاتی منصوبوں کی تکمیل کیلئے اہم اقدامات کا اعلان کیا ہے وزیراعظم کی زیر صدارت اجلاس میں مختلف امور پر غور کیا گیا اور فیصلہ کیا گیا کہ عوام کو ریلیف فراہم کرنے کیلئے تمام وسائل بروئے کار لائے جائیں گے [481,623,595,678]
news-text: اسلام آباد (نمائندہ امت) حکومت نے ملک بھر میں جاری ترقیاتی منصوبوں کی تکمیل کیلئے اہم اقدامات کا اعلان کیا ہے وزیراعظم کی زیر صدارت اجلاس میں مختلف امور پر غور کیا گیا اور فیصلہ کیا گیا کہ عوام کو ریلیف فراہم کرنے کیلئے تمام وسائل بروئے کار لائے جائیں گے [481,810,595,865]
